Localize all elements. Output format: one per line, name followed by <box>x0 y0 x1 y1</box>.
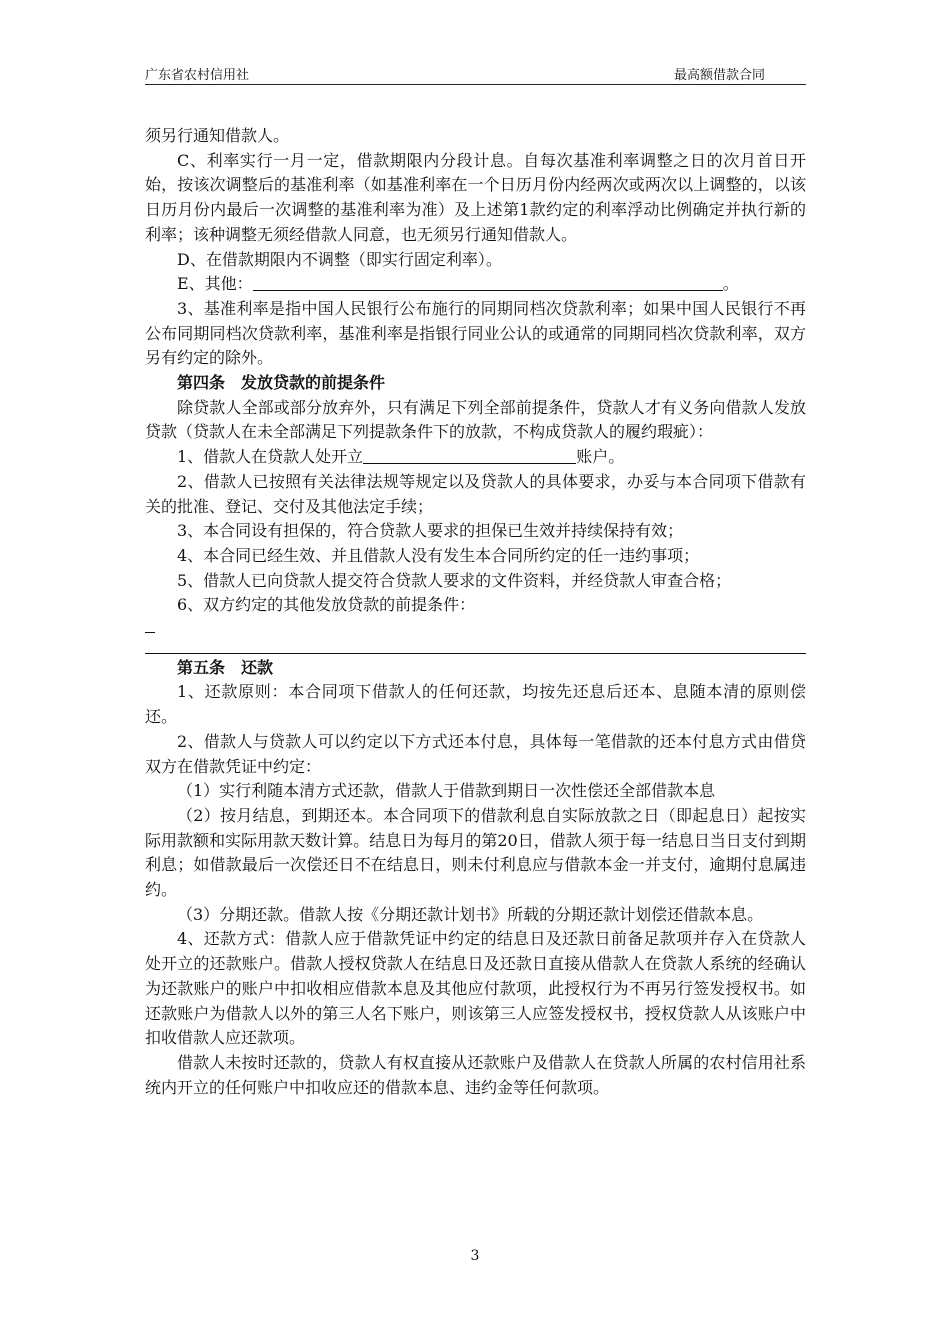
page-number: 3 <box>470 1248 480 1264</box>
paragraph: 6、双方约定的其他发放贷款的前提条件： <box>177 595 476 615</box>
paragraph: 4、还款方式：借款人应于借款凭证中约定的结息日及还款日前备足款项并存入在贷款人处开立的还款账户。借款人授权贷款人在结息日及还款日直接从借款人在贷款人系统的经确认为还款账户的账户中扣收相应借款本息及其他应付款项，此授权行为不再另行签发授权书。如还款账户为借款人以外的第三人名下账户，则该第三人应签发授权书，授权贷款人从该账户中扣收借款人应还款项。 <box>145 929 806 1048</box>
paragraph: （2）按月结息，到期还本。本合同项下的借款利息自实际放款之日（即起息日）起按实际用款额和实际用款天数计算。结息日为每月的第20日，借款人须于每一结息日当日支付到期利息；如借款最后一次偿还日不在结息日，则未付利息应与借款本金一并支付，逾期付息属违约。 <box>145 805 806 900</box>
page-header <box>145 64 806 85</box>
paragraph: 2、借款人已按照有关法律法规等规定以及贷款人的具体要求，办妥与本合同项下借款有关的批准、登记、交付及其他法定手续； <box>145 471 806 516</box>
short-blank <box>145 618 806 643</box>
fill-in-blank <box>363 445 576 464</box>
article-4-title: 第四条 发放贷款的前提条件 <box>177 373 386 393</box>
fill-in-line <box>145 643 806 654</box>
header-doc-title: 最高额借款合同 <box>673 68 765 83</box>
paragraph: 5、借款人已向贷款人提交符合贷款人要求的文件资料，并经贷款人审查合格； <box>177 570 732 590</box>
article-5-title: 第五条 还款 <box>177 657 274 677</box>
paragraph: 除贷款人全部或部分放弃外，只有满足下列全部前提条件，贷款人才有义务向借款人发放贷款（贷款人在未全部满足下列提款条件下的放款，不构成贷款人的履约瑕疵）： <box>145 397 806 442</box>
paragraph: D、在借款期限内不调整（即实行固定利率）。 <box>177 249 502 269</box>
paragraph: 1、还款原则：本合同项下借款人的任何还款，均按先还息后还本、息随本清的原则偿还。 <box>145 682 806 727</box>
account-label: 1、借款人在贷款人处开立 <box>177 447 364 467</box>
period: 。 <box>722 274 739 294</box>
document-body <box>145 124 806 1100</box>
paragraph: （3）分期还款。借款人按《分期还款计划书》所载的分期还款计划偿还借款本息。 <box>177 904 764 924</box>
paragraph: C、利率实行一月一定，借款期限内分段计息。自每次基准利率调整之日的次月首日开始，按该次调整后的基准利率（如基准利率在一个日历月份内经两次或两次以上调整的，以该日历月份内最后一次调整的基准利率为准）及上述第1款约定的利率浮动比例确定并执行新的利率；该种调整无须经借款人同意，也无须另行通知借款人。 <box>145 150 806 244</box>
paragraph: 2、借款人与贷款人可以约定以下方式还本付息，具体每一笔借款的还本付息方式由借贷双方在借款凭证中约定： <box>145 731 806 776</box>
header-org: 广东省农村信用社 <box>145 68 250 83</box>
paragraph: 3、基准利率是指中国人民银行公布施行的同期同档次贷款利率；如果中国人民银行不再公布同期同档次贷款利率，基准利率是指银行同业公认的或通常的同期同档次贷款利率，双方另有约定的除外。 <box>145 298 806 368</box>
paragraph: 借款人未按时还款的，贷款人有权直接从还款账户及借款人在贷款人所属的农村信用社系统内开立的任何账户中扣收应还的借款本息、违约金等任何款项。 <box>145 1053 806 1097</box>
paragraph: （1）实行利随本清方式还款，借款人于借款到期日一次性偿还全部借款本息 <box>177 781 716 801</box>
account-suffix: 账户。 <box>576 447 625 467</box>
fill-in-blank <box>253 272 723 291</box>
paragraph-other <box>145 272 806 297</box>
paragraph: 3、本合同设有担保的，符合贷款人要求的担保已生效并持续保持有效； <box>177 521 684 541</box>
other-label: E、其他： <box>177 274 253 294</box>
paragraph: 须另行通知借款人。 <box>145 126 290 145</box>
paragraph-account <box>145 445 806 470</box>
paragraph: 4、本合同已经生效、并且借款人没有发生本合同所约定的任一违约事项； <box>177 545 700 565</box>
